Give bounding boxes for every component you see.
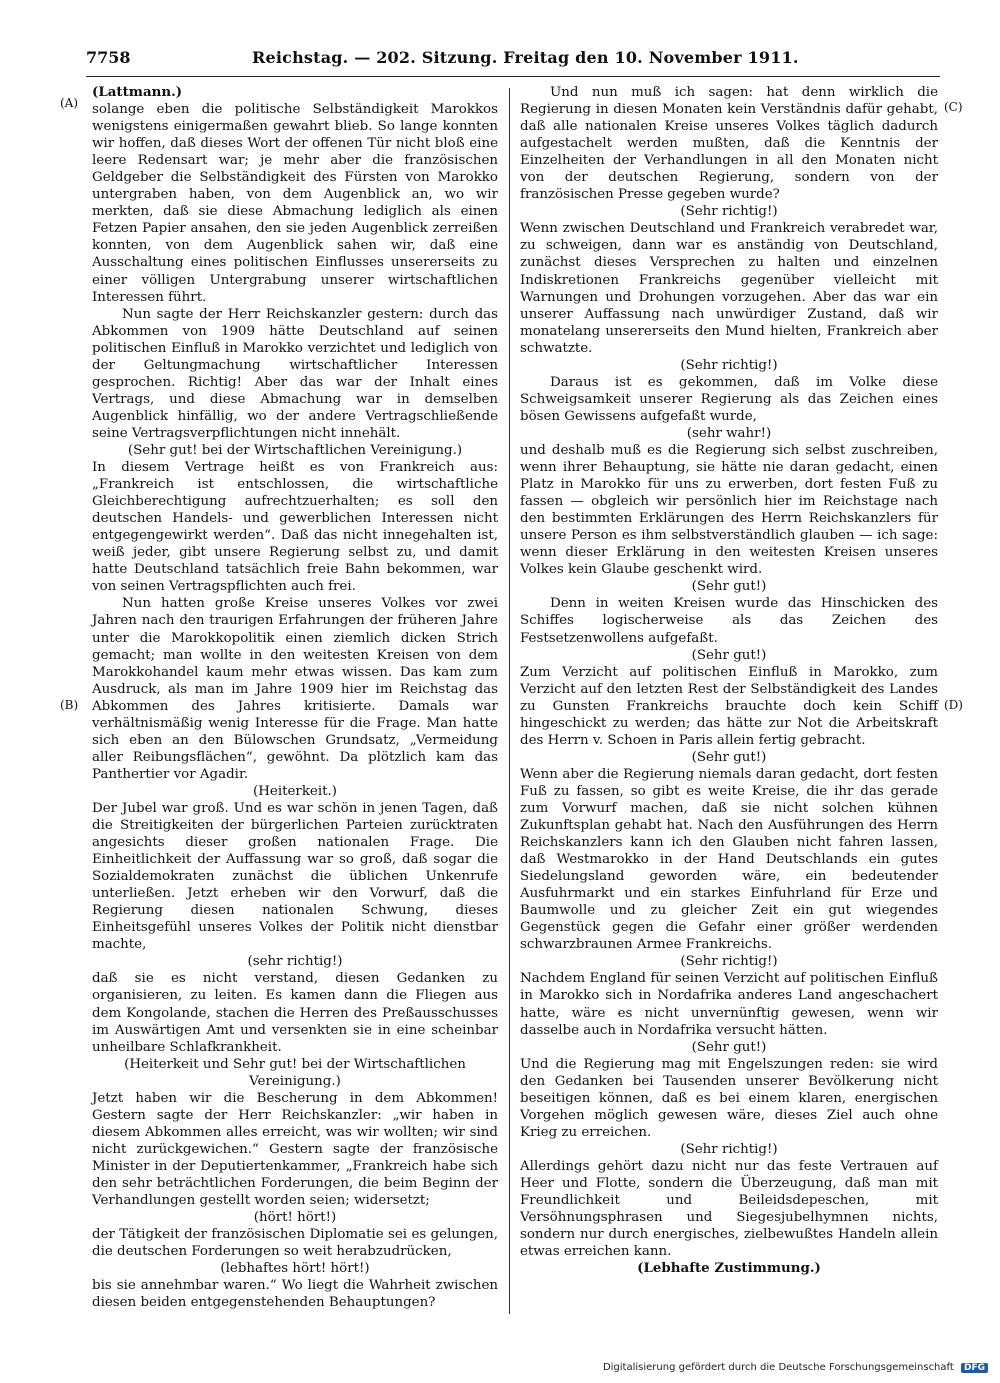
interjection: (Heiterkeit.) — [253, 783, 337, 799]
paragraph: solange eben die politische Selbständigkeit Marokkos wenigstens einigermaßen gewahrt blieb. So lange konnten wir hoffen, daß dieses Wort der offenen Tür nicht bloß eine leere Redensart war; je mehr aber die französischen Geldgeber die Selbständigkeit des Fürsten von Marokko untergraben haben, von dem Augenblick an, wo wir merkten, daß sie diese Abmachung lediglich als einen Fetzen Papier ansahen, den sie jeden Augenblick zerreißen konnten, von dem Augenblick sahen wir, daß eine Ausschaltung eines politischen Einflusses unsererseits zu einer völligen Untergrabung unserer wirtschaftlichen Interessen führt. — [92, 102, 498, 305]
paragraph: und deshalb muß es die Regierung sich selbst zuschreiben, wenn ihrer Behauptung, sie hätte nie daran gedacht, einen Platz in Marokko für uns zu erwerben, dort festen Fuß zu fassen — obgleich wir persönlich hier im Reichstage nach den bestimmten Erklärungen des Herrn Reichskanzlers für unsere Person es ihm selbstverständlich glauben — ich sage: wenn dieser Erklärung in den weitesten Kreisen unseres Volkes kein Glaube geschenkt wird. — [520, 442, 938, 578]
interjection: (Sehr gut!) — [691, 1039, 767, 1055]
paragraph: daß sie es nicht verstand, diesen Gedanken zu organisieren, zu leiten. Es kamen dann die Fliegen aus dem Kongolande, stachen die Herren des Preßausschusses im Auswärtigen Amt und versenkten sie in eine scheinbar unheilbare Schlafkrankheit. — [92, 971, 498, 1055]
paragraph: Daraus ist es gekommen, daß im Volke diese Schweigsamkeit unserer Regierung als das Zeichen eines bösen Gewissens aufgefaßt wurde, — [520, 374, 938, 424]
page-number: 7758 — [86, 48, 131, 67]
interjection: (lebhaftes hört! hört!) — [220, 1261, 370, 1277]
interjection: (Sehr richtig!) — [680, 1141, 778, 1157]
digitization-credit — [603, 1362, 988, 1373]
interjection: (hört! hört!) — [253, 1210, 337, 1226]
credit-text: Digitalisierung gefördert durch die Deutsche Forschungsgemeinschaft — [602, 1362, 954, 1373]
interjection: (Heiterkeit und Sehr gut! bei der Wirtschaftlichen Vereinigung.) — [124, 1056, 466, 1089]
paragraph: Allerdings gehört dazu nicht nur das feste Vertrauen auf Heer und Flotte, sondern die Überzeugung, daß man mit Freundlichkeit und Beileidsdepeschen, mit Versöhnungsphrasen und Siegesjubelhymnen nichts, sondern nur durch energisches, zielbewußtes Handeln allein etwas erreichen kann. — [520, 1158, 938, 1260]
interjection: (Sehr richtig!) — [680, 357, 778, 373]
paragraph: der Tätigkeit der französischen Diplomatie sei es gelungen, die deutschen Forderungen so weit herabzudrücken, — [92, 1227, 498, 1260]
paragraph: In diesem Vertrage heißt es von Frankreich aus: „Frankreich ist entschlossen, die wirtschaftliche Gleichberechtigung aufrechtzuerhalten; es soll den deutschen Handels- und gewerblichen Interessen nicht entgegengewirkt werden“. Daß das nicht innegehalten ist, weiß jeder, gibt unsere Regierung selbst zu, und damit hatte Deutschland tatsächlich freie Bahn bekommen, war von seinen Vertragspflichten auch frei. — [92, 460, 498, 595]
right-column — [520, 84, 938, 1277]
margin-mark-d: (D) — [944, 698, 963, 712]
margin-mark-b: (B) — [60, 698, 79, 712]
paragraph: Wenn aber die Regierung niemals daran gedacht, dort festen Fuß zu fassen, so gibt es weite Kreise, die ihr das gerade zum Vorwurf machen, daß sie nicht solchen kühnen Zukunftsplan gehabt hat. Nach den Ausführungen des Herrn Reichskanzlers kann ich den Glauben nicht fahren lassen, daß Westmarokko in der Hand Deutschlands ein gutes Siedelungsland geworden wäre, ein bedeutender Ausfuhrmarkt und ein starkes Einfuhrland für Erze und Baumwolle und zu gleicher Zeit ein gut wiegendes Gegenstück gegen die Gefahr einer größer werdenden schwarzbraunen Armee Frankreichs. — [520, 766, 938, 953]
paragraph: Wenn zwischen Deutschland und Frankreich verabredet war, zu schweigen, dann war es anständig von Deutschland, zunächst dieses Versprechen zu halten und einzelnen Indiskretionen Frankreichs gegenüber vielleicht mit Warnungen und Drohungen vorzugehen. Aber das war ein unserer Auffassung nach unwürdiger Zustand, daß wir monatelang unsererseits den Mund hielten, Frankreich aber schwatzte. — [520, 221, 938, 356]
paragraph: Nachdem England für seinen Verzicht auf politischen Einfluß in Marokko sich in Nordafrika anderes Land angeschachert hatte, wäre es nicht unvernünftig gewesen, wenn wir dasselbe auch in Nordafrika versucht hätten. — [520, 971, 938, 1038]
paragraph: Und die Regierung mag mit Engelszungen reden: sie wird den Gedanken bei Tausenden unserer Bevölkerung nicht beseitigen können, daß es bei einem klaren, energischen Vorgehen möglich gewesen wäre, dieses Ziel auch ohne Krieg zu erreichen. — [520, 1056, 938, 1140]
interjection: (Sehr gut!) — [691, 749, 767, 765]
interjection: (Sehr richtig!) — [680, 204, 778, 220]
paragraph: bis sie annehmbar waren.“ Wo liegt die Wahrheit zwischen diesen beiden entgegenstehenden Behauptungen? — [92, 1278, 498, 1311]
paragraph: Zum Verzicht auf politischen Einfluß in Marokko, zum Verzicht auf den letzten Rest der Selbständigkeit des Landes zu Gunsten Frankreichs brauchte doch kein Schiff hingeschickt zu werden; das hätte zur Not die Arbeitskraft des Herrn v. Schoen in Paris allein fertig gebracht. — [520, 664, 938, 748]
margin-mark-a: (A) — [60, 96, 79, 110]
paragraph: Und nun muß ich sagen: hat denn wirklich die Regierung in diesen Monaten kein Verständnis dafür gehabt, daß alle nationalen Kreise unseres Volkes täglich dadurch aufgestachelt werden mußten, daß die Kenntnis der Einzelheiten der Verhandlungen in all den Monaten nicht von der deutschen Regierung, sondern von der französischen Presse gegeben wurde? — [520, 85, 938, 203]
interjection: (Lebhafte Zustimmung.) — [637, 1260, 821, 1277]
page-header — [86, 40, 940, 77]
paragraph: Jetzt haben wir die Bescherung in dem Abkommen! Gestern sagte der Herr Reichskanzler: „wir haben in diesem Abkommen alles erreicht, was wir wollten; wir sind nicht zurückgewichen.“ Gestern sagte der französische Minister in der Deputiertenkammer, „Frankreich habe sich den sehr beträchtlichen Forderungen, die beim Beginn der Verhandlungen gestellt worden seien; widersetzt; — [92, 1090, 498, 1209]
paragraph: Nun hatten große Kreise unseres Volkes vor zwei Jahren nach den traurigen Erfahrungen der früheren Jahre unter die Marokkopolitik einen ziemlich dicken Strich gemacht; man wollte in den weitesten Kreisen von dem Marokkohandel kaum mehr etwas wissen. Das kam zum Ausdruck, als man im Jahre 1909 hier im Reichstag das Abkommen des Jahres kritisierte. Damals war verhältnismäßig wenig Interesse für die Frage. Man hatte sich eben an den Bülowschen Grundsatz, „Vermeidung aller Reibungsflächen“, gewöhnt. Da plötzlich kam das Panthertier vor Agadir. — [92, 596, 498, 782]
column-divider — [509, 88, 510, 1314]
running-title: Reichstag. — 202. Sitzung. Freitag den 10. November 1911. — [252, 48, 799, 67]
interjection: (Sehr gut! bei der Wirtschaftlichen Vereinigung.) — [127, 442, 463, 458]
paragraph: Denn in weiten Kreisen wurde das Hinschicken des Schiffes logischerweise als das Zeichen des Festsetzenwollens aufgefaßt. — [520, 596, 938, 646]
speaker-name: (Lattmann.) — [92, 84, 183, 100]
interjection: (Sehr gut!) — [691, 647, 767, 663]
interjection: (Sehr gut!) — [691, 579, 767, 595]
margin-mark-c: (C) — [944, 100, 963, 114]
paragraph: Nun sagte der Herr Reichskanzler gestern: durch das Abkommen von 1909 hätte Deutschland auf seinen politischen Einfluß in Marokko verzichtet und lediglich von der Geltungmachung wirtschaftlicher Interessen gesprochen. Richtig! Aber das war der Inhalt eines Vertrags, und diese Abmachung war in demselben Augenblick hinfällig, wo der andere Vertragschließende seine Vertragsverpflichtungen nicht innehält. — [92, 306, 498, 441]
interjection: (sehr richtig!) — [247, 954, 343, 970]
left-column — [92, 84, 498, 1311]
paragraph: Der Jubel war groß. Und es war schön in jenen Tagen, daß die Streitigkeiten der bürgerlichen Parteien zurücktraten angesichts dieser großen nationalen Frage. Die Einheitlichkeit der Auffassung war so groß, daß sogar die Sozialdemokraten zunächst die üblichen Unkenrufe unterließen. Jetzt erheben wir den Vorwurf, daß die Regierung diesen nationalen Schwung, dieses Einheitsgefühl unseres Volkes der Politik nicht dienstbar machte, — [92, 800, 498, 953]
dfg-logo-icon: DFG — [961, 1363, 988, 1373]
interjection: (sehr wahr!) — [686, 425, 772, 441]
interjection: (Sehr richtig!) — [680, 954, 778, 970]
